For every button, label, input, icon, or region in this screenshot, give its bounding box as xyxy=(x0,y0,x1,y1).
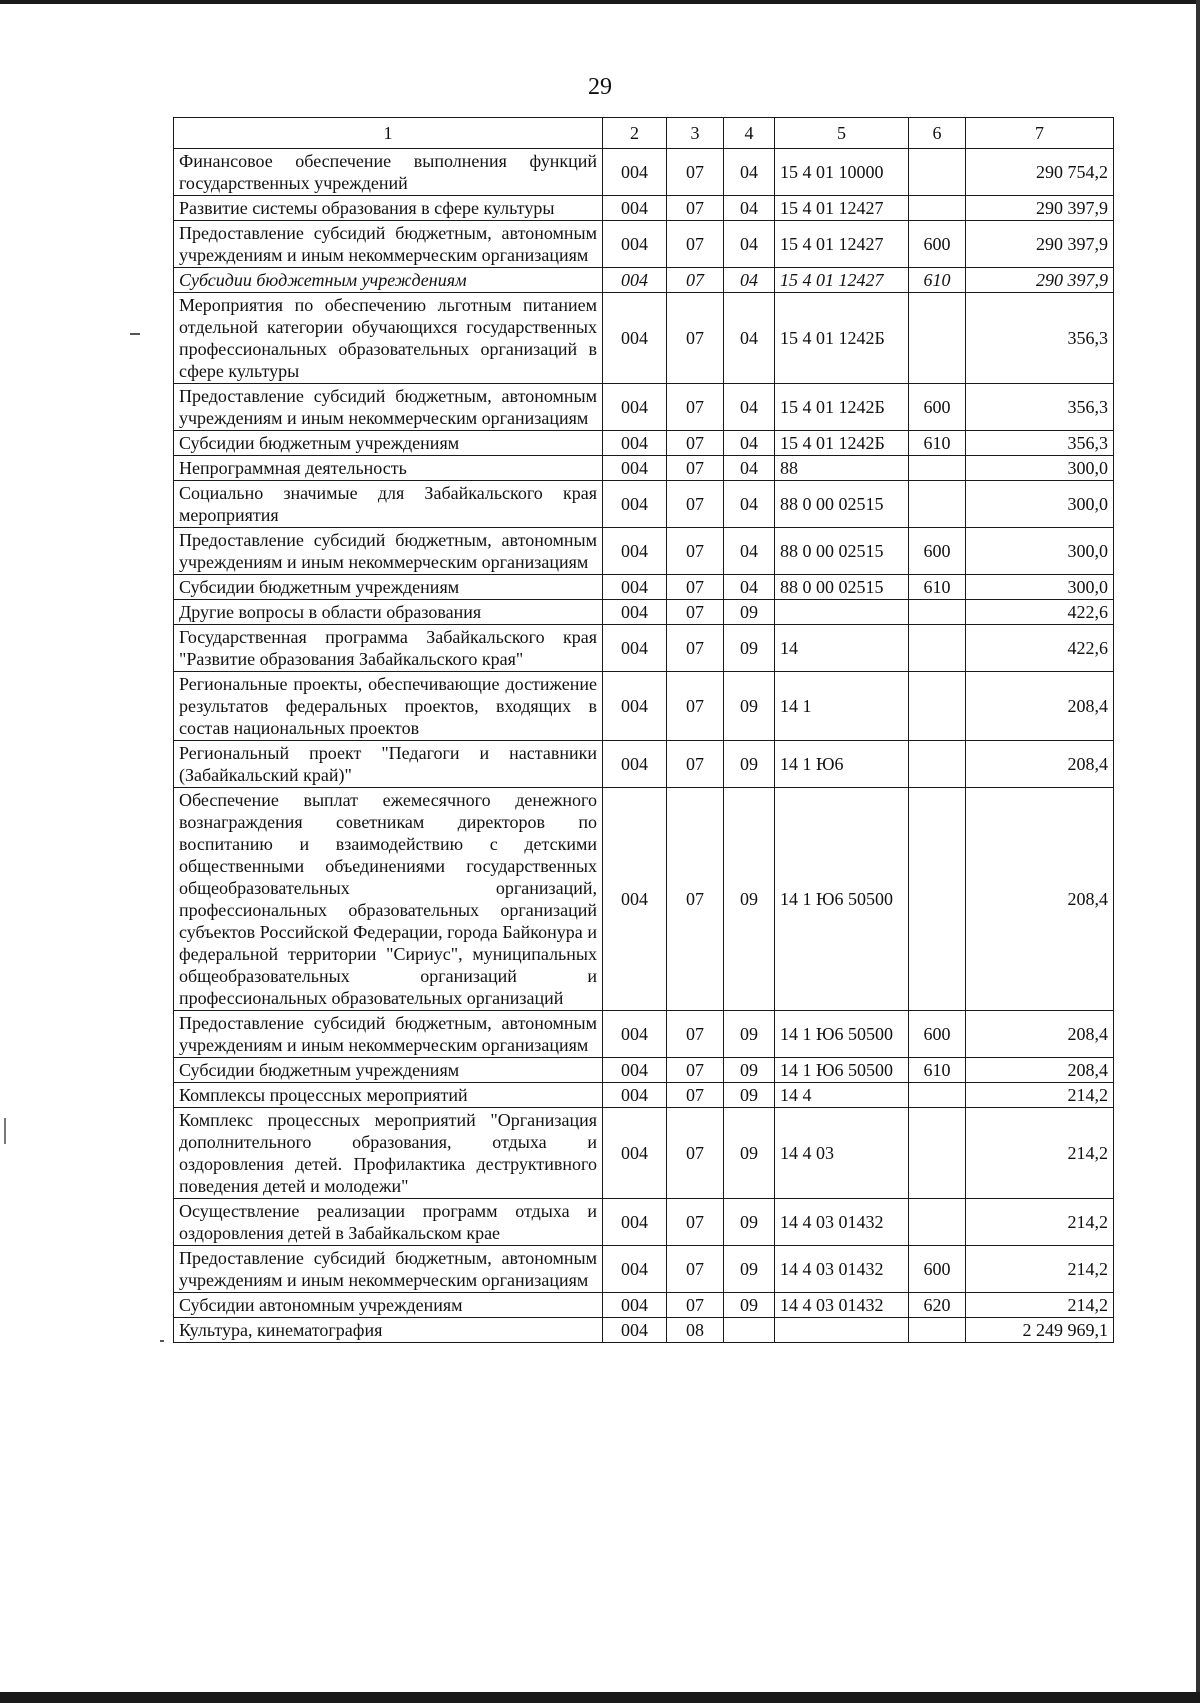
csr-cell: 14 4 03 xyxy=(775,1108,909,1199)
item-name-cell: Мероприятия по обеспечению льготным питанием отдельной категории обучающихся государственных профессиональных образовательных организаций в сфере культуры xyxy=(174,293,603,384)
rz-cell: 07 xyxy=(667,741,724,788)
csr-cell xyxy=(775,600,909,625)
item-name-cell: Субсидии бюджетным учреждениям xyxy=(174,575,603,600)
csr-cell: 15 4 01 12427 xyxy=(775,221,909,268)
csr-cell: 88 0 00 02515 xyxy=(775,481,909,528)
header-cell: 6 xyxy=(909,118,966,149)
vr-cell: 610 xyxy=(909,268,966,293)
amount-cell: 290 397,9 xyxy=(966,196,1114,221)
pr-cell: 04 xyxy=(724,149,775,196)
gr-cell: 004 xyxy=(603,1246,667,1293)
table-body xyxy=(174,149,1114,1343)
vr-cell xyxy=(909,600,966,625)
pr-cell: 04 xyxy=(724,268,775,293)
table-row xyxy=(174,1108,1114,1199)
rz-cell: 08 xyxy=(667,1318,724,1343)
csr-cell xyxy=(775,1318,909,1343)
item-name-cell: Предоставление субсидий бюджетным, автономным учреждениям и иным некоммерческим организациям xyxy=(174,221,603,268)
pr-cell: 09 xyxy=(724,600,775,625)
vr-cell xyxy=(909,481,966,528)
gr-cell: 004 xyxy=(603,149,667,196)
pr-cell: 04 xyxy=(724,528,775,575)
gr-cell: 004 xyxy=(603,1293,667,1318)
vr-cell xyxy=(909,672,966,741)
item-name-cell: Предоставление субсидий бюджетным, автономным учреждениям и иным некоммерческим организациям xyxy=(174,1246,603,1293)
pr-cell: 09 xyxy=(724,1293,775,1318)
pr-cell: 09 xyxy=(724,1083,775,1108)
csr-cell: 88 0 00 02515 xyxy=(775,528,909,575)
pr-cell: 04 xyxy=(724,431,775,456)
table-row xyxy=(174,149,1114,196)
item-name-cell: Субсидии автономным учреждениям xyxy=(174,1293,603,1318)
csr-cell: 14 4 03 01432 xyxy=(775,1199,909,1246)
gr-cell: 004 xyxy=(603,456,667,481)
header-cell: 7 xyxy=(966,118,1114,149)
vr-cell xyxy=(909,741,966,788)
table-row xyxy=(174,384,1114,431)
rz-cell: 07 xyxy=(667,575,724,600)
page-border-right xyxy=(1196,0,1200,1703)
gr-cell: 004 xyxy=(603,268,667,293)
amount-cell: 208,4 xyxy=(966,1058,1114,1083)
table-row xyxy=(174,528,1114,575)
item-name-cell: Социально значимые для Забайкальского края мероприятия xyxy=(174,481,603,528)
amount-cell: 2 249 969,1 xyxy=(966,1318,1114,1343)
item-name-cell: Региональные проекты, обеспечивающие достижение результатов федеральных проектов, входящих в состав национальных проектов xyxy=(174,672,603,741)
vr-cell xyxy=(909,1083,966,1108)
table-row xyxy=(174,575,1114,600)
table-row xyxy=(174,1293,1114,1318)
gr-cell: 004 xyxy=(603,788,667,1011)
amount-cell: 300,0 xyxy=(966,456,1114,481)
amount-cell: 208,4 xyxy=(966,788,1114,1011)
rz-cell: 07 xyxy=(667,1246,724,1293)
csr-cell: 88 0 00 02515 xyxy=(775,575,909,600)
rz-cell: 07 xyxy=(667,196,724,221)
gr-cell: 004 xyxy=(603,1058,667,1083)
gr-cell: 004 xyxy=(603,1083,667,1108)
gr-cell: 004 xyxy=(603,741,667,788)
vr-cell: 610 xyxy=(909,431,966,456)
table-row xyxy=(174,1011,1114,1058)
table-row xyxy=(174,268,1114,293)
csr-cell: 15 4 01 1242Б xyxy=(775,293,909,384)
header-cell: 4 xyxy=(724,118,775,149)
gr-cell: 004 xyxy=(603,1318,667,1343)
rz-cell: 07 xyxy=(667,456,724,481)
rz-cell: 07 xyxy=(667,221,724,268)
vr-cell: 610 xyxy=(909,575,966,600)
header-cell: 3 xyxy=(667,118,724,149)
table-row xyxy=(174,1246,1114,1293)
vr-cell xyxy=(909,149,966,196)
amount-cell: 208,4 xyxy=(966,741,1114,788)
csr-cell: 15 4 01 1242Б xyxy=(775,431,909,456)
table-row xyxy=(174,788,1114,1011)
csr-cell: 15 4 01 12427 xyxy=(775,268,909,293)
amount-cell: 300,0 xyxy=(966,528,1114,575)
pr-cell: 04 xyxy=(724,196,775,221)
rz-cell: 07 xyxy=(667,1293,724,1318)
amount-cell: 214,2 xyxy=(966,1108,1114,1199)
vr-cell xyxy=(909,456,966,481)
pr-cell: 04 xyxy=(724,221,775,268)
vr-cell: 600 xyxy=(909,1246,966,1293)
rz-cell: 07 xyxy=(667,1058,724,1083)
budget-table xyxy=(173,117,1114,1343)
rz-cell: 07 xyxy=(667,293,724,384)
vr-cell xyxy=(909,1199,966,1246)
table-row xyxy=(174,431,1114,456)
vr-cell xyxy=(909,1318,966,1343)
rz-cell: 07 xyxy=(667,1083,724,1108)
table-row xyxy=(174,741,1114,788)
item-name-cell: Культура, кинематография xyxy=(174,1318,603,1343)
table-row xyxy=(174,221,1114,268)
pr-cell: 09 xyxy=(724,672,775,741)
item-name-cell: Предоставление субсидий бюджетным, автономным учреждениям и иным некоммерческим организациям xyxy=(174,528,603,575)
header-row xyxy=(174,118,1114,149)
rz-cell: 07 xyxy=(667,384,724,431)
item-name-cell: Развитие системы образования в сфере культуры xyxy=(174,196,603,221)
vr-cell: 600 xyxy=(909,1011,966,1058)
amount-cell: 214,2 xyxy=(966,1199,1114,1246)
vr-cell: 600 xyxy=(909,384,966,431)
gr-cell: 004 xyxy=(603,1108,667,1199)
csr-cell: 14 4 xyxy=(775,1083,909,1108)
margin-mark xyxy=(160,1340,164,1342)
pr-cell: 09 xyxy=(724,1199,775,1246)
item-name-cell: Субсидии бюджетным учреждениям xyxy=(174,268,603,293)
item-name-cell: Субсидии бюджетным учреждениям xyxy=(174,1058,603,1083)
item-name-cell: Предоставление субсидий бюджетным, автономным учреждениям и иным некоммерческим организациям xyxy=(174,1011,603,1058)
page-number: 29 xyxy=(588,74,612,100)
rz-cell: 07 xyxy=(667,431,724,456)
rz-cell: 07 xyxy=(667,672,724,741)
csr-cell: 14 4 03 01432 xyxy=(775,1246,909,1293)
item-name-cell: Финансовое обеспечение выполнения функций государственных учреждений xyxy=(174,149,603,196)
csr-cell: 88 xyxy=(775,456,909,481)
pr-cell: 09 xyxy=(724,1058,775,1083)
margin-mark xyxy=(130,333,140,335)
gr-cell: 004 xyxy=(603,481,667,528)
item-name-cell: Комплекс процессных мероприятий "Организация дополнительного образования, отдыха и оздоровления детей. Профилактика деструктивного поведения детей и молодежи" xyxy=(174,1108,603,1199)
pr-cell: 09 xyxy=(724,1011,775,1058)
amount-cell: 356,3 xyxy=(966,431,1114,456)
csr-cell: 14 1 Ю6 xyxy=(775,741,909,788)
table-row xyxy=(174,481,1114,528)
pr-cell: 04 xyxy=(724,384,775,431)
rz-cell: 07 xyxy=(667,481,724,528)
rz-cell: 07 xyxy=(667,528,724,575)
pr-cell: 04 xyxy=(724,293,775,384)
amount-cell: 300,0 xyxy=(966,575,1114,600)
rz-cell: 07 xyxy=(667,1011,724,1058)
table-row xyxy=(174,672,1114,741)
pr-cell xyxy=(724,1318,775,1343)
rz-cell: 07 xyxy=(667,600,724,625)
amount-cell: 290 397,9 xyxy=(966,221,1114,268)
rz-cell: 07 xyxy=(667,625,724,672)
item-name-cell: Обеспечение выплат ежемесячного денежного вознаграждения советникам директоров по воспитанию и взаимодействию с детскими общественными объединениями государственных общеобразовательных организаций, профессиональных образовательных организаций субъектов Российской Федерации, города Байконура и федеральной территории "Сириус", муниципальных общеобразовательных организаций и профессиональных образовательных организаций xyxy=(174,788,603,1011)
item-name-cell: Государственная программа Забайкальского края "Развитие образования Забайкальского края" xyxy=(174,625,603,672)
gr-cell: 004 xyxy=(603,1199,667,1246)
item-name-cell: Субсидии бюджетным учреждениям xyxy=(174,431,603,456)
amount-cell: 208,4 xyxy=(966,672,1114,741)
pr-cell: 09 xyxy=(724,625,775,672)
amount-cell: 422,6 xyxy=(966,600,1114,625)
table-row xyxy=(174,600,1114,625)
amount-cell: 214,2 xyxy=(966,1083,1114,1108)
gr-cell: 004 xyxy=(603,625,667,672)
csr-cell: 15 4 01 1242Б xyxy=(775,384,909,431)
vr-cell: 600 xyxy=(909,221,966,268)
rz-cell: 07 xyxy=(667,788,724,1011)
vr-cell: 620 xyxy=(909,1293,966,1318)
vr-cell xyxy=(909,625,966,672)
table-row xyxy=(174,196,1114,221)
csr-cell: 15 4 01 10000 xyxy=(775,149,909,196)
gr-cell: 004 xyxy=(603,1011,667,1058)
table-row xyxy=(174,1318,1114,1343)
csr-cell: 14 1 Ю6 50500 xyxy=(775,788,909,1011)
vr-cell: 600 xyxy=(909,528,966,575)
table-row xyxy=(174,1058,1114,1083)
gr-cell: 004 xyxy=(603,196,667,221)
pr-cell: 04 xyxy=(724,575,775,600)
pr-cell: 09 xyxy=(724,1246,775,1293)
csr-cell: 15 4 01 12427 xyxy=(775,196,909,221)
item-name-cell: Другие вопросы в области образования xyxy=(174,600,603,625)
vr-cell xyxy=(909,788,966,1011)
amount-cell: 300,0 xyxy=(966,481,1114,528)
amount-cell: 356,3 xyxy=(966,293,1114,384)
csr-cell: 14 1 Ю6 50500 xyxy=(775,1058,909,1083)
item-name-cell: Непрограммная деятельность xyxy=(174,456,603,481)
header-cell: 1 xyxy=(174,118,603,149)
pr-cell: 09 xyxy=(724,1108,775,1199)
vr-cell xyxy=(909,1108,966,1199)
gr-cell: 004 xyxy=(603,431,667,456)
rz-cell: 07 xyxy=(667,268,724,293)
header-cell: 2 xyxy=(603,118,667,149)
rz-cell: 07 xyxy=(667,1199,724,1246)
amount-cell: 214,2 xyxy=(966,1246,1114,1293)
amount-cell: 290 397,9 xyxy=(966,268,1114,293)
csr-cell: 14 1 Ю6 50500 xyxy=(775,1011,909,1058)
pr-cell: 04 xyxy=(724,456,775,481)
gr-cell: 004 xyxy=(603,575,667,600)
gr-cell: 004 xyxy=(603,384,667,431)
gr-cell: 004 xyxy=(603,528,667,575)
page-border-top xyxy=(0,0,1200,4)
csr-cell: 14 xyxy=(775,625,909,672)
item-name-cell: Комплексы процессных мероприятий xyxy=(174,1083,603,1108)
header-cell: 5 xyxy=(775,118,909,149)
vr-cell xyxy=(909,293,966,384)
csr-cell: 14 1 xyxy=(775,672,909,741)
margin-mark xyxy=(4,1118,6,1144)
rz-cell: 07 xyxy=(667,149,724,196)
gr-cell: 004 xyxy=(603,293,667,384)
pr-cell: 09 xyxy=(724,741,775,788)
amount-cell: 290 754,2 xyxy=(966,149,1114,196)
amount-cell: 214,2 xyxy=(966,1293,1114,1318)
vr-cell xyxy=(909,196,966,221)
csr-cell: 14 4 03 01432 xyxy=(775,1293,909,1318)
table-row xyxy=(174,293,1114,384)
table-row xyxy=(174,1199,1114,1246)
table-row xyxy=(174,456,1114,481)
item-name-cell: Региональный проект "Педагоги и наставники (Забайкальский край)" xyxy=(174,741,603,788)
item-name-cell: Осуществление реализации программ отдыха и оздоровления детей в Забайкальском крае xyxy=(174,1199,603,1246)
item-name-cell: Предоставление субсидий бюджетным, автономным учреждениям и иным некоммерческим организациям xyxy=(174,384,603,431)
amount-cell: 356,3 xyxy=(966,384,1114,431)
pr-cell: 04 xyxy=(724,481,775,528)
gr-cell: 004 xyxy=(603,221,667,268)
table-row xyxy=(174,625,1114,672)
table-row xyxy=(174,1083,1114,1108)
rz-cell: 07 xyxy=(667,1108,724,1199)
page-border-bottom xyxy=(0,1692,1200,1703)
amount-cell: 208,4 xyxy=(966,1011,1114,1058)
pr-cell: 09 xyxy=(724,788,775,1011)
gr-cell: 004 xyxy=(603,672,667,741)
gr-cell: 004 xyxy=(603,600,667,625)
amount-cell: 422,6 xyxy=(966,625,1114,672)
vr-cell: 610 xyxy=(909,1058,966,1083)
